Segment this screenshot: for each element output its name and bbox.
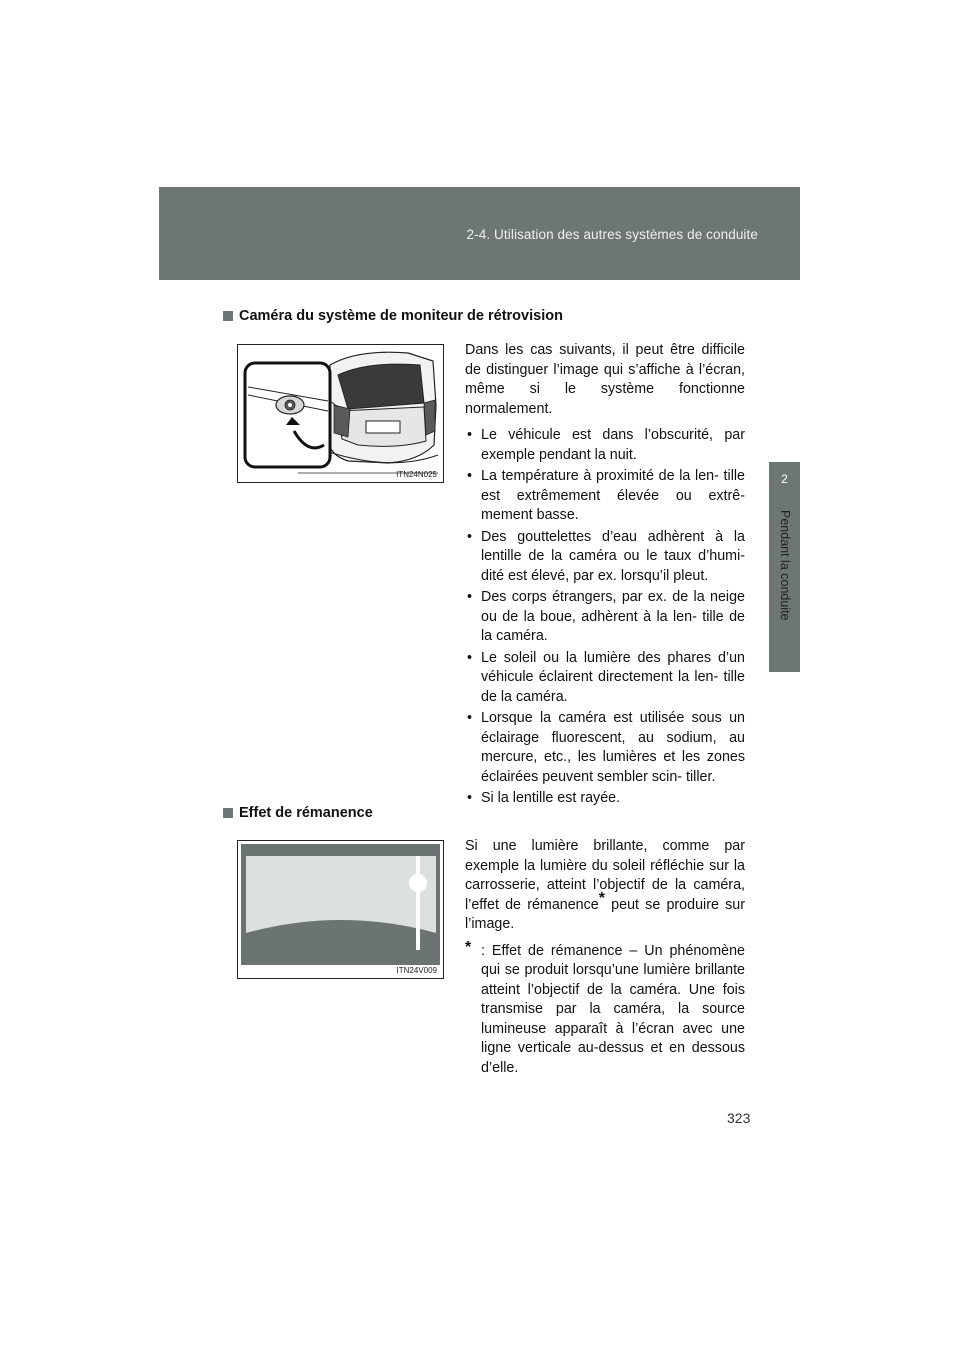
rear-camera-illustration: [238, 345, 443, 482]
header-band: [159, 187, 800, 280]
smear-intro-text: Si une lumière brillante, comme par exemple la lumière du soleil réfléchie sur la carrosserie, atteint l’objectif de la caméra, l’effet de rémanence: [465, 838, 745, 913]
list-item: • La température à proximité de la len- tille est extrêmement élevée ou extrê- mement basse.: [465, 467, 745, 526]
footnote-text: : Effet de rémanence – Un phénomène qui se produit lorsqu’une lumière brillante atteint l’objectif de la caméra. Une fois transmise par la caméra, la source lumineuse apparaît à l’écran avec une ligne verticale au-dessus et en dessous d’elle.: [481, 942, 745, 1076]
list-item: • Le véhicule est dans l’obscurité, par exemple pendant la nuit.: [465, 426, 745, 465]
section-heading-text: Effet de rémanence: [239, 805, 373, 821]
list-item: • Le soleil ou la lumière des phares d’un véhicule éclairent directement la len- tille de la caméra.: [465, 649, 745, 708]
smear-intro-tail: peut se produire sur l’image.: [465, 896, 745, 932]
chapter-tab: [769, 462, 800, 672]
section-heading-smear: [223, 805, 373, 821]
footnote-mark: *: [465, 938, 472, 956]
list-item: • Lorsque la caméra est utilisée sous un éclairage fluorescent, au sodium, au mercure, etc., les lumières et les zones éclairées peuvent sembler scin- tiller.: [465, 709, 745, 787]
chapter-label: Pendant la conduite: [777, 510, 792, 621]
smear-intro: [465, 837, 745, 935]
list-item: • Des gouttelettes d’eau adhèrent à la lentille de la caméra ou le taux d’humi- dité est élevé, par ex. lorsqu’il pleut.: [465, 528, 745, 587]
camera-intro: Dans les cas suivants, il peut être difficile de distinguer l’image qui s’affiche à l’écran, même si le système fonctionne normalement.: [465, 342, 745, 417]
chapter-number: 2: [781, 472, 788, 486]
section-heading-camera: [223, 308, 563, 324]
camera-text-column: [465, 341, 745, 811]
page-number: 323: [727, 1110, 751, 1126]
smear-effect-illustration: [238, 841, 443, 978]
rear-camera-figure: [237, 344, 444, 483]
section-heading-text: Caméra du système de moniteur de rétrovision: [239, 308, 563, 324]
list-item: • Si la lentille est rayée.: [465, 789, 745, 809]
smear-effect-figure: [237, 840, 444, 979]
list-item: • Des corps étrangers, par ex. de la neige ou de la boue, adhèrent à la len- tille de la caméra.: [465, 588, 745, 647]
section-title: 2-4. Utilisation des autres systèmes de conduite: [466, 227, 758, 242]
footnote: [465, 938, 745, 1079]
camera-conditions-list: [465, 426, 745, 809]
figure-code: ITN24V009: [396, 966, 437, 975]
square-bullet-icon: [223, 808, 233, 818]
figure-code: ITN24N025: [396, 470, 437, 479]
smear-text-column: [465, 837, 745, 1078]
square-bullet-icon: [223, 311, 233, 321]
footnote-mark: *: [598, 889, 605, 907]
